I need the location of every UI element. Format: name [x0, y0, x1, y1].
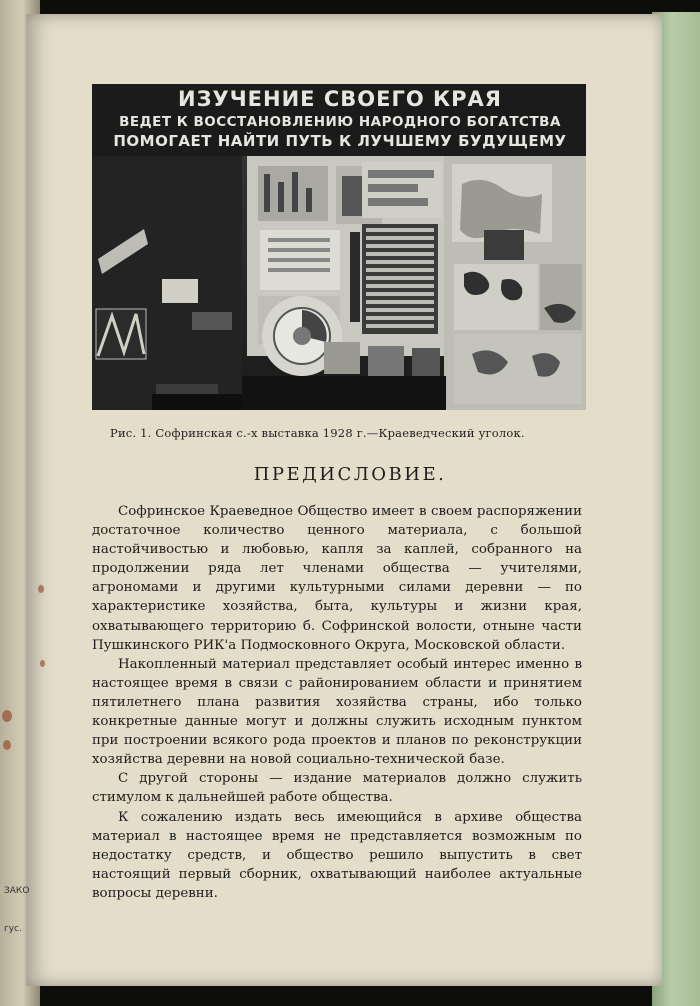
banner-line-2: ВЕДЕТ К ВОССТАНОВЛЕНИЮ НАРОДНОГО БОГАТСТВА	[119, 114, 561, 130]
figure-caption: Рис. 1. Софринская с.-х выставка 1928 г.—Краеведческий уголок.	[110, 426, 525, 440]
stain-mark	[38, 585, 44, 593]
paragraph: С другой стороны — издание материалов должно служить стимулом к дальнейшей работе общества.	[92, 771, 582, 806]
margin-mark: гус.	[4, 924, 22, 934]
banner-line-1: ИЗУЧЕНИЕ СВОЕГО КРАЯ	[178, 87, 502, 111]
paragraph: Софринское Краеведное Общество имеет в своем распоряжении достаточное количество ценного материала, с большой настойчивостью и любовью, капля за каплей, собранного на продолжении ряда лет членами общества — учителями, агрономами и другими культурными силами деревни — по характеристике хозяйства, быта, культуры и жизни края, охватывающего территорию б. Софринской волости, отныне части Пушкинского РИК'а Подмосковного Округа, Московской области.	[92, 504, 582, 653]
paragraph: К сожалению издать весь имеющийся в архиве общества материал в настоящее время не представляется возможным по недостатку средств, и общество решило выпустить в свет настоящий первый сборник, охватывающий наиболее актуальные вопросы деревни.	[92, 809, 582, 901]
stain-mark	[3, 740, 11, 750]
section-heading: ПРЕДИСЛОВИЕ.	[253, 464, 447, 485]
margin-mark: ЗАКО	[4, 886, 30, 896]
paragraph: Накопленный материал представляет особый интерес именно в настоящее время в связи с районированием области и принятием пятилетнего плана развития хозяйства страны, ибо только конкретные данные могут и должны служить исходным пунктом при построении всякого рода проектов и планов по реконструкции хозяйства деревни на новой социально-технической базе.	[92, 656, 582, 768]
stain-mark	[2, 710, 12, 722]
exhibition-photo	[92, 84, 586, 410]
preface-text	[92, 502, 582, 903]
banner-line-3: ПОМОГАЕТ НАЙТИ ПУТЬ К ЛУЧШЕМУ БУДУЩЕМУ	[113, 132, 567, 150]
stain-mark	[40, 660, 45, 667]
exhibition-photo-illustration	[92, 84, 586, 410]
